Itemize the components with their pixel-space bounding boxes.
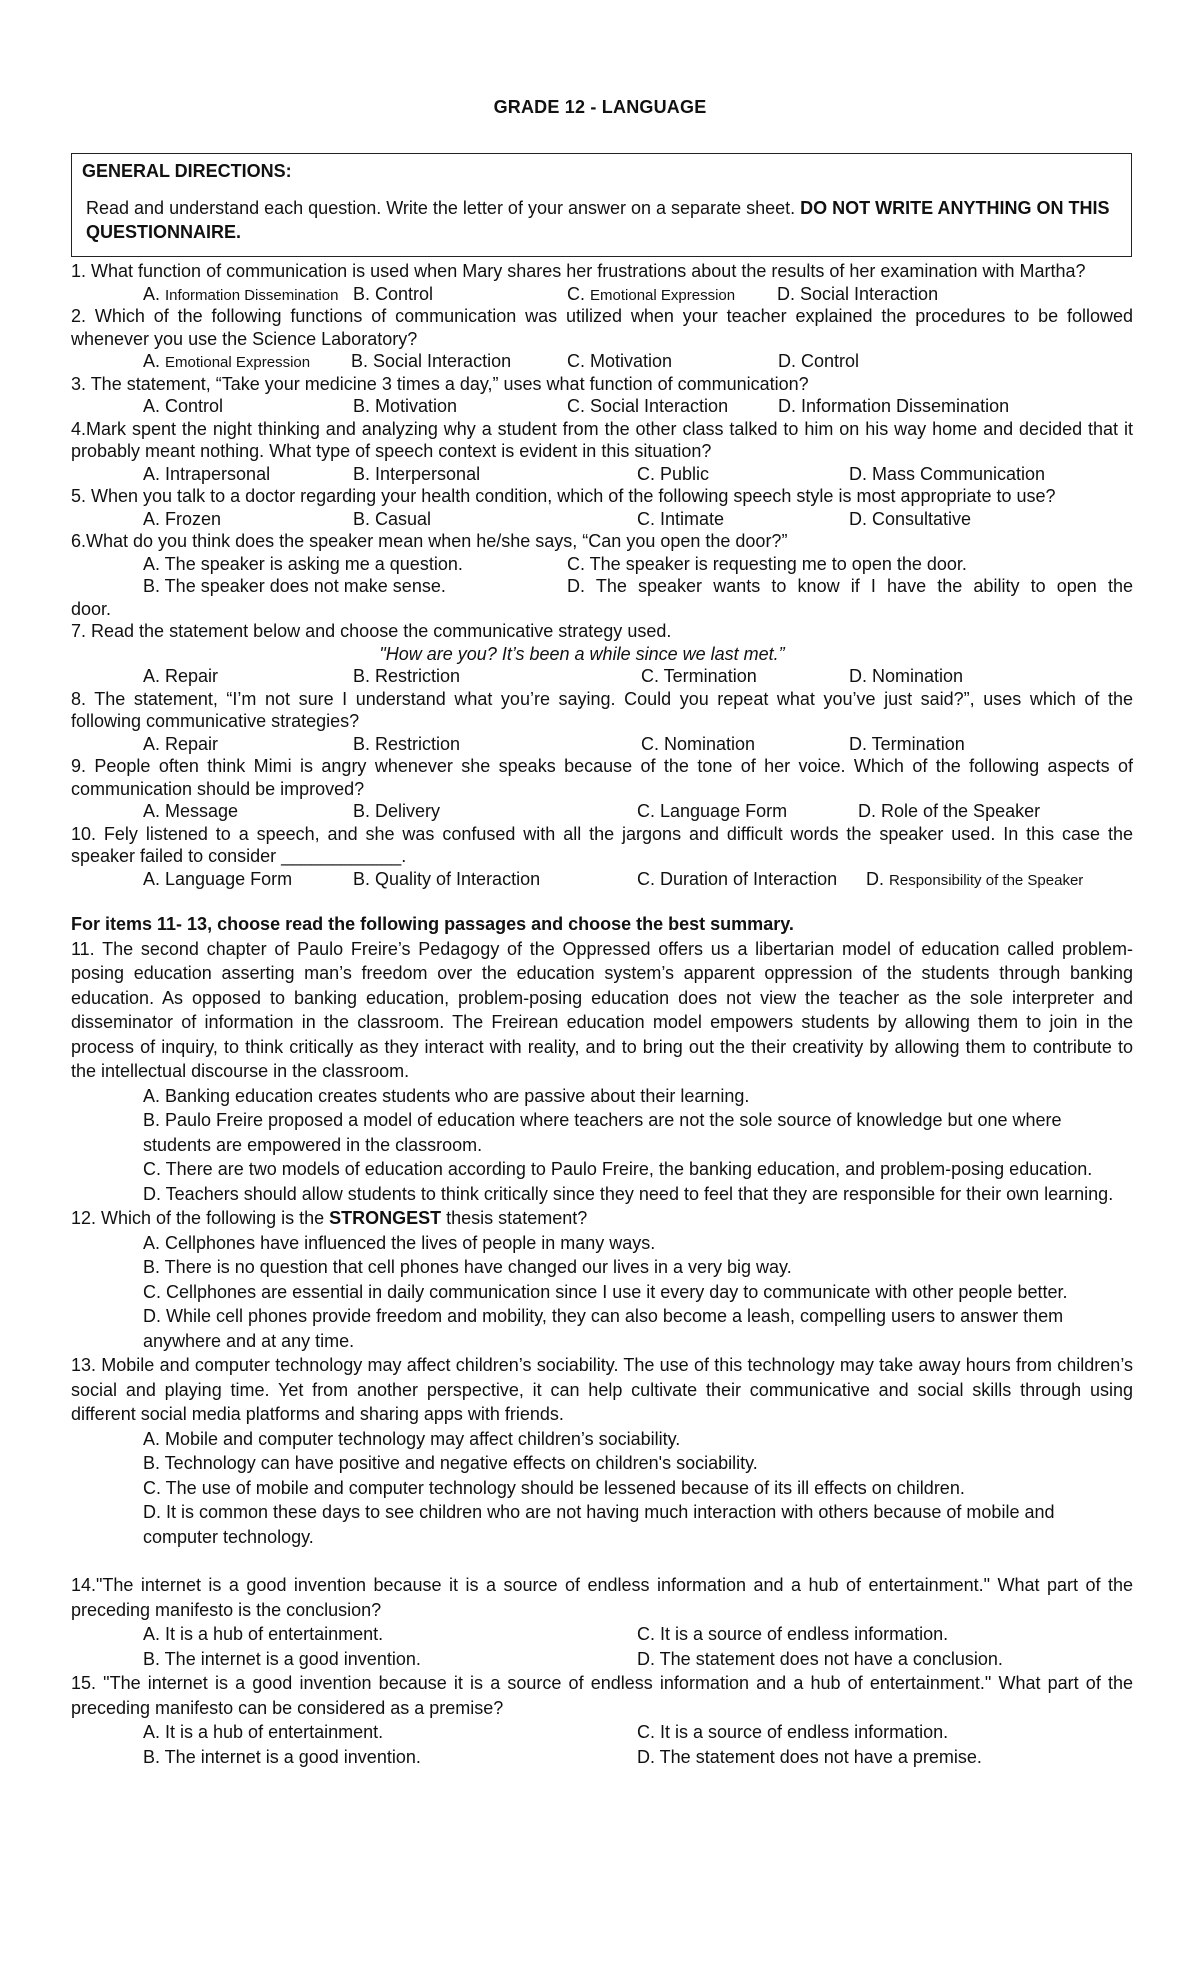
question-12-option-d: D. While cell phones provide freedom and mobility, they can also become a leash, compelling users to answer them anywhere and at any time. [143,1306,1064,1351]
page-title: GRADE 12 - LANGUAGE [493,97,707,117]
question-13: 13. Mobile and computer technology may affect children’s sociability. The use of this technology may take away hours from children’s social and playing time. Yet from another perspective, it can help cultivate their communicative and social skills through using different social media platforms and sharing apps with friends. [71,1355,1133,1424]
option-c: C. Duration of Interaction [637,868,838,889]
question-11-option-b: B. Paulo Freire proposed a model of education where teachers are not the sole source of knowledge but one where students are empowered in the classroom. [143,1110,1062,1155]
question-5: 5. When you talk to a doctor regarding your health condition, which of the following speech style is most appropriate to use? [71,486,1056,506]
option-b: B. Motivation [353,396,458,416]
option-c [567,283,735,308]
questions [71,260,1133,1769]
question-13-option-d: D. It is common these days to see children who are not having much interaction with others because of mobile and computer technology. [143,1502,1055,1547]
question-14-options-row1 [71,1622,1133,1647]
option-b: B. Interpersonal [353,463,481,484]
question-10: 10. Fely listened to a speech, and she was confused with all the jargons and difficult words the speaker used. In this case the speaker failed to consider ____________. [71,823,1133,866]
option-b: B. Restriction [353,666,461,686]
spacer [71,1549,1133,1573]
question-12-option-a: A. Cellphones have influenced the lives of people in many ways. [143,1232,656,1253]
section-heading: For items 11- 13, choose read the following passages and choose the best summary. [71,914,794,934]
option-c: C. Motivation [567,351,673,371]
question-7-quote: "How are you? It’s been a while since we last met.” [379,643,785,664]
question-12-emphasis: STRONGEST [329,1208,442,1228]
question-15: 15. "The internet is a good invention because it is a source of endless information and a hub of entertainment." What part of the preceding manifesto can be considered as a premise? [71,1673,1133,1718]
option-d: D. Role of the Speaker [858,801,1041,821]
option-letter: D. [866,868,890,889]
question-4: 4.Mark spent the night thinking and analyzing why a student from the other class talked to him on his way home and decided that it probably meant nothing. What type of speech context is evident in this situation? [71,418,1133,461]
option-d: D. Mass Communication [849,463,1046,484]
question-7: 7. Read the statement below and choose the communicative strategy used. [71,621,672,641]
directions-warning: DO NOT WRITE ANYTHING ON THIS QUESTIONNAIRE. [86,198,1110,242]
question-10-options [71,868,1133,891]
question-1-options [71,283,1133,306]
option-d: D. Nomination [849,666,964,686]
question-6: 6.What do you think does the speaker mean when he/she says, “Can you open the door?” [71,531,788,551]
option-b: B. The internet is a good invention. [143,1648,421,1669]
option-text: Responsibility of the Speaker [889,871,1084,889]
question-9: 9. People often think Mimi is angry whenever she speaks because of the tone of her voice. Which of the following aspects of communication should be improved? [71,756,1133,799]
option-c: C. It is a source of endless information. [637,1624,949,1644]
option-d: D. The statement does not have a conclusion. [637,1648,1003,1669]
option-c: C. It is a source of endless information. [637,1722,949,1742]
option-a: A. Message [143,801,239,821]
option-a: A. Frozen [143,508,222,529]
question-13-option-b: B. Technology can have positive and negative effects on children's sociability. [143,1453,758,1473]
option-d: D. Information Dissemination [778,396,1010,416]
option-a: A. The speaker is asking me a question. [143,553,463,574]
question-12 [71,1206,1133,1231]
option-b: B. Delivery [353,801,441,821]
option-d: D. Termination [849,733,965,754]
option-c: C. Social Interaction [567,396,729,416]
option-letter: C. [567,283,591,304]
question-6-options-row1 [71,553,1133,576]
option-c: C. The speaker is requesting me to open the door. [567,553,967,574]
option-d [866,868,1083,893]
question-4-options [71,463,1133,486]
question-3-options [71,395,1133,418]
option-d: D. The statement does not have a premise. [637,1746,982,1767]
question-9-options [71,800,1133,823]
option-a: A. Language Form [143,868,293,889]
option-b: B. Restriction [353,733,461,754]
question-11-option-d: D. Teachers should allow students to think critically since they need to feel that they are responsible for their own learning. [143,1183,1114,1204]
directions-heading: GENERAL DIRECTIONS: [82,161,292,181]
directions-body: Read and understand each question. Write the letter of your answer on a separate sheet. [86,198,796,218]
question-11: 11. The second chapter of Paulo Freire’s Pedagogy of the Oppressed offers us a libertarian model of education called problem-posing education asserting man’s freedom over the education system’s apparent oppression of the students through banking education. As opposed to banking education, problem-posing education does not view the teacher as the sole interpreter and disseminator of information in the classroom. The Freirean education model empowers students by allowing them to join in the process of inquiry, to think critically as they interact with reality, and to bring out the their creativity by allowing them to contribute to the intellectual discourse in the classroom. [71,938,1133,1081]
option-a: A. Repair [143,666,219,686]
question-12-option-c: C. Cellphones are essential in daily communication since I use it every day to communicate with other people better. [143,1281,1068,1302]
option-d: D. Control [778,351,860,371]
option-text: Emotional Expression [165,354,311,371]
option-a: A. It is a hub of entertainment. [143,1722,384,1742]
question-13-option-c: C. The use of mobile and computer technology should be lessened because of its ill effects on children. [143,1477,965,1498]
option-a [143,283,338,308]
option-b: B. Control [353,283,434,304]
general-directions-box [71,153,1132,257]
question-15-options-row2 [71,1745,1133,1770]
question-12-text: 12. Which of the following is the [71,1208,330,1228]
question-14-options-row2 [71,1647,1133,1672]
question-8: 8. The statement, “I’m not sure I understand what you’re saying. Could you repeat what you’ve just said?”, uses which of the following communicative strategies? [71,688,1133,731]
question-11-option-a: A. Banking education creates students who are passive about their learning. [143,1085,750,1106]
option-a: A. Control [143,396,224,416]
option-c: C. Termination [641,666,757,686]
question-3: 3. The statement, “Take your medicine 3 times a day,” uses what function of communication? [71,373,809,394]
option-a: A. Intrapersonal [143,463,271,484]
question-12-option-b: B. There is no question that cell phones have changed our lives in a very big way. [143,1257,792,1277]
question-13-option-a: A. Mobile and computer technology may affect children’s sociability. [143,1428,681,1449]
question-6-options-row2 [71,575,1133,598]
option-letter: A. [143,283,166,304]
option-b: B. Quality of Interaction [353,868,541,889]
option-b: B. Casual [353,508,432,529]
option-b: B. The internet is a good invention. [143,1746,421,1767]
option-d: D. The speaker wants to know if I have the ability to open the [567,576,1133,596]
option-b: B. Social Interaction [351,351,512,371]
option-text: Information Dissemination [165,286,339,304]
option-c: C. Intimate [637,508,725,529]
question-5-options [71,508,1133,531]
question-1: 1. What function of communication is used when Mary shares her frustrations about the results of her examination with Martha? [71,261,1086,281]
question-2: 2. Which of the following functions of communication was utilized when your teacher explained the procedures to be followed whenever you use the Science Laboratory? [71,306,1133,349]
question-14: 14."The internet is a good invention because it is a source of endless information and a hub of entertainment." What part of the preceding manifesto is the conclusion? [71,1575,1133,1620]
question-8-options [71,733,1133,756]
directions-text [82,196,1121,244]
question-12-text-end: thesis statement? [441,1208,588,1228]
passage-section [71,912,1133,1769]
option-a: A. It is a hub of entertainment. [143,1624,384,1644]
option-a [143,350,310,375]
option-text: Emotional Expression [590,286,736,304]
option-letter: A. [143,351,166,371]
option-c: C. Language Form [637,801,788,821]
option-d-continued: door. [71,598,112,619]
option-d: D. Consultative [849,508,972,529]
option-a: A. Repair [143,733,219,754]
question-7-options [71,665,1133,688]
option-c: C. Nomination [641,733,756,754]
option-b: B. The speaker does not make sense. [143,576,446,596]
option-c: C. Public [637,463,710,484]
question-2-options [71,350,1133,373]
option-d: D. Social Interaction [777,283,939,304]
spacer [71,890,1133,912]
question-15-options-row1 [71,1720,1133,1745]
question-11-option-c: C. There are two models of education according to Paulo Freire, the banking education, and problem-posing education. [143,1159,1093,1179]
